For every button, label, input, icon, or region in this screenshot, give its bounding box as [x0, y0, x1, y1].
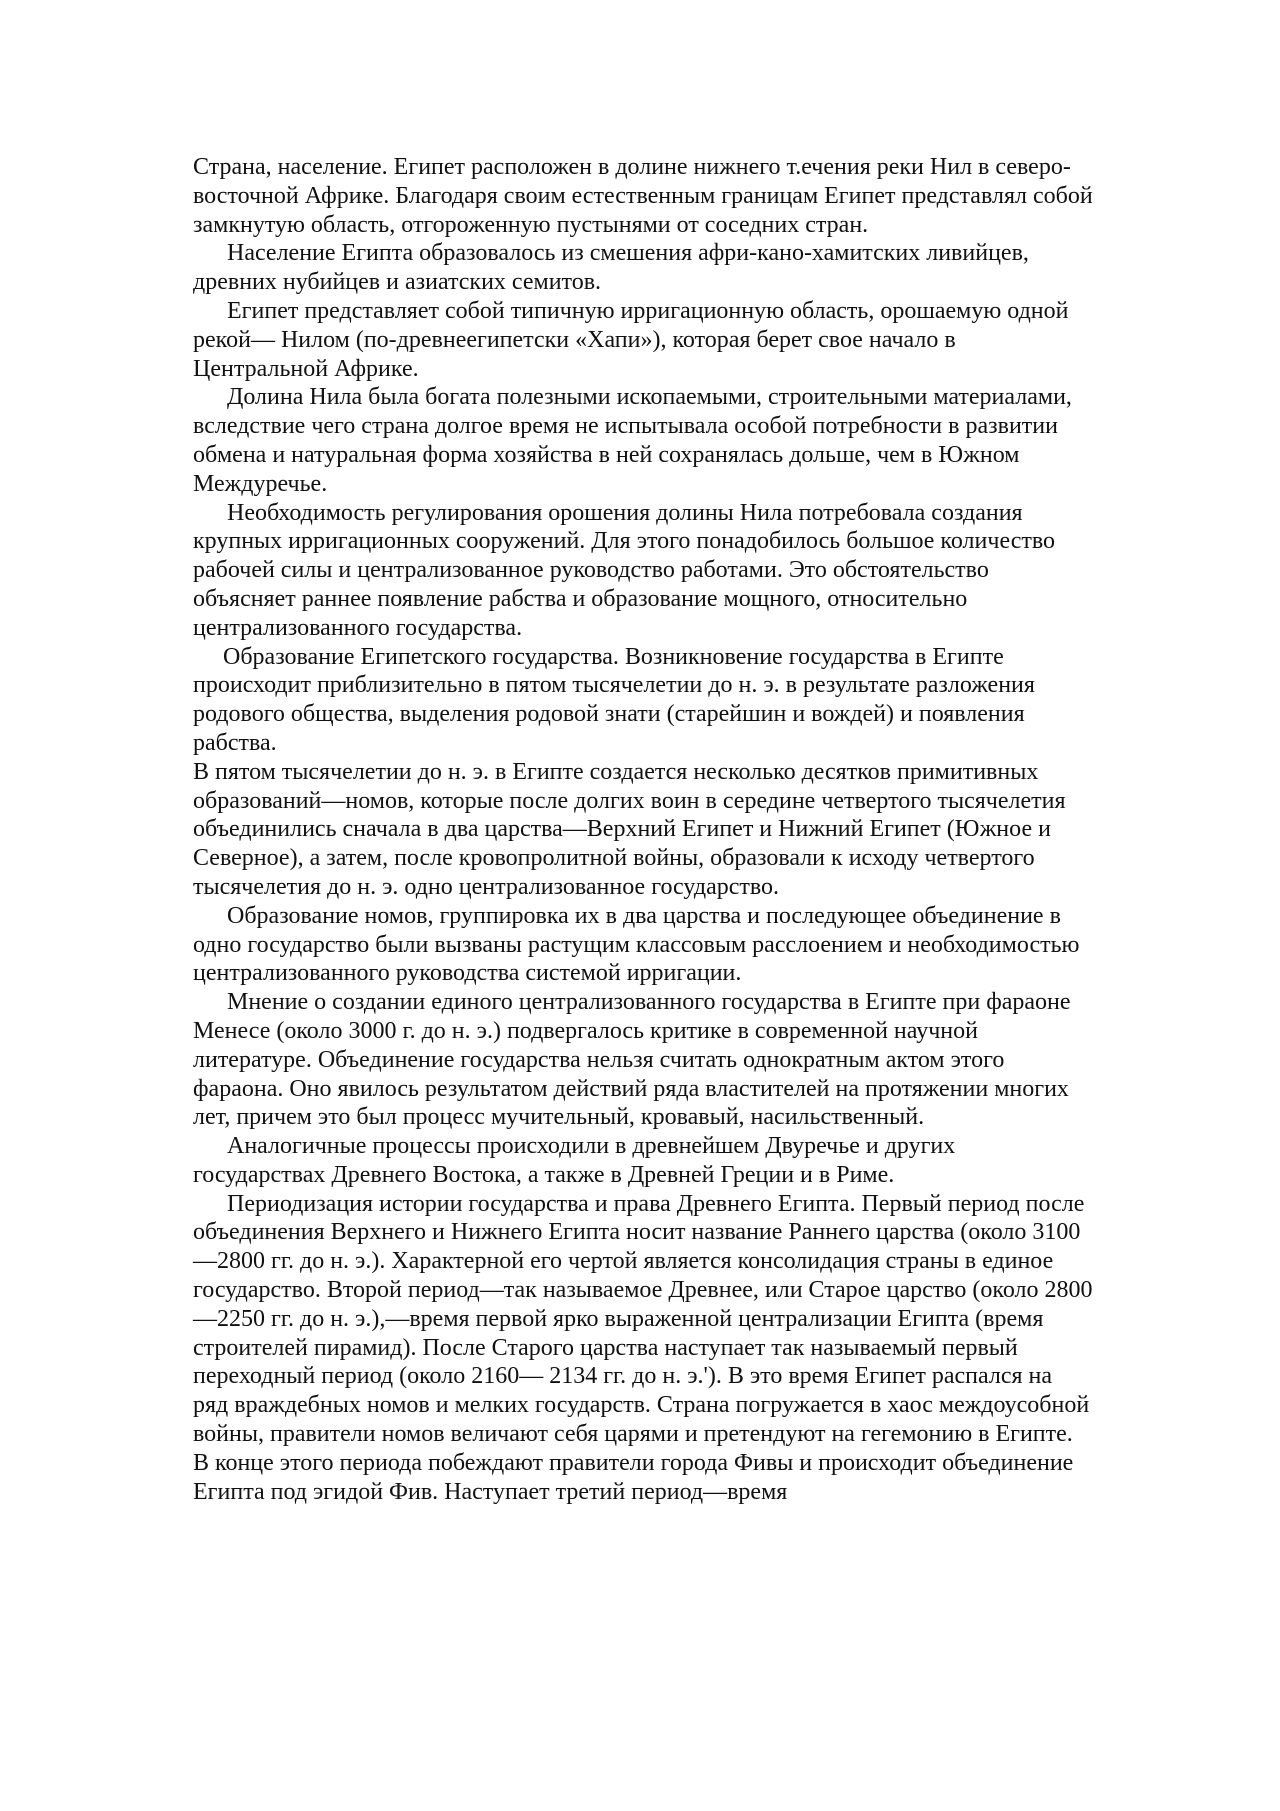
paragraph-nome-unification: Образование номов, группировка их в два царства и последующее объединение в одно государство были вызваны растущим классовым расслоением и необходимостью централизованного руководства системой ирригации. — [193, 902, 1080, 987]
paragraph-irrigation-region: Египет представляет собой типичную ирригационную область, орошаемую одной рекой— Нилом (по-древнеегипетски «Хапи»), которая берет свое начало в Центральной Африке. — [193, 297, 1069, 382]
paragraph-thebes-unification: В конце этого периода побеждают правители города Фивы и происходит объединение Египта под эгидой Фив. Наступает третий период—время — [193, 1449, 1074, 1505]
paragraph-irrigation-regulation: Необходимость регулирования орошения долины Нила потребовала создания крупных ирригационных сооружений. Для этого понадобилось большое количество рабочей силы и централизованное руководство работами. Это обстоятельство объясняет раннее появление рабства и образование мощного, относительно централизованного государства. — [193, 499, 1056, 641]
document-body — [193, 153, 1093, 1506]
paragraph-nomes: В пятом тысячелетии до н. э. в Египте создается несколько десятков примитивных образований—номов, которые после долгих воин в середине четвертого тысячелетия объединились сначала в два царства—Верхний Египет и Нижний Египет (Южное и Северное), а затем, после кровопролитной войны, образовали к исходу четвертого тысячелетия до н. э. одно централизованное государство. — [193, 758, 1066, 900]
paragraph-nile-resources: Долина Нила была богата полезными ископаемыми, строительными материалами, вследствие чего страна долгое время не испытывала особой потребности в развитии обмена и натуральная форма хозяйства в ней сохранялась дольше, чем в Южном Междуречье. — [193, 384, 1072, 497]
paragraph-periodization: Периодизация истории государства и права Древнего Египта. Первый период после объединения Верхнего и Нижнего Египта носит название Раннего царства (около 3100—2800 гг. до н. э.). Характерной его чертой является консолидация страны в единое государство. Второй период—так называемое Древнее, или Старое царство (около 2800—2250 гг. до н. э.),—время первой ярко выраженной централизации Египта (время строителей пирамид). После Старого царства наступает так называемый первый переходный период (около 2160— 2134 гг. до н. э.'). В это время Египет распался на ряд враждебных номов и мелких государств. Страна погружается в хаос междоусобной войны, правители номов величают себя царями и претендуют на гегемонию в Египте. — [193, 1190, 1093, 1448]
paragraph-state-formation: Образование Египетского государства. Возникновение государства в Египте происходит приблизительно в пятом тысячелетии до н. э. в результате разложения родового общества, выделения родовой знати (старейшин и вождей) и появления рабства. — [193, 643, 1035, 756]
paragraph-population-origin: Население Египта образовалось из смешения афри-кано-хамитских ливийцев, древних нубийцев и азиатских семитов. — [193, 240, 1029, 296]
paragraph-country-population: Страна, население. Египет расположен в долине нижнего т.ечения реки Нил в северо-восточной Африке. Благодаря своим естественным границам Египет представлял собой замкнутую область, отгороженную пустынями от соседних стран. — [193, 154, 1093, 238]
paragraph-analogous-processes: Аналогичные процессы происходили в древнейшем Двуречье и других государствах Древнего Востока, а также в Древней Греции и в Риме. — [193, 1133, 956, 1188]
paragraph-menes-opinion: Мнение о создании единого централизованного государства в Египте при фараоне Менесе (около 3000 г. до н. э.) подвергалось критике в современной научной литературе. Объединение государства нельзя считать однократным актом этого фараона. Оно явилось результатом действий ряда властителей на протяжении многих лет, причем это был процесс мучительный, кровавый, насильственный. — [193, 989, 1071, 1131]
